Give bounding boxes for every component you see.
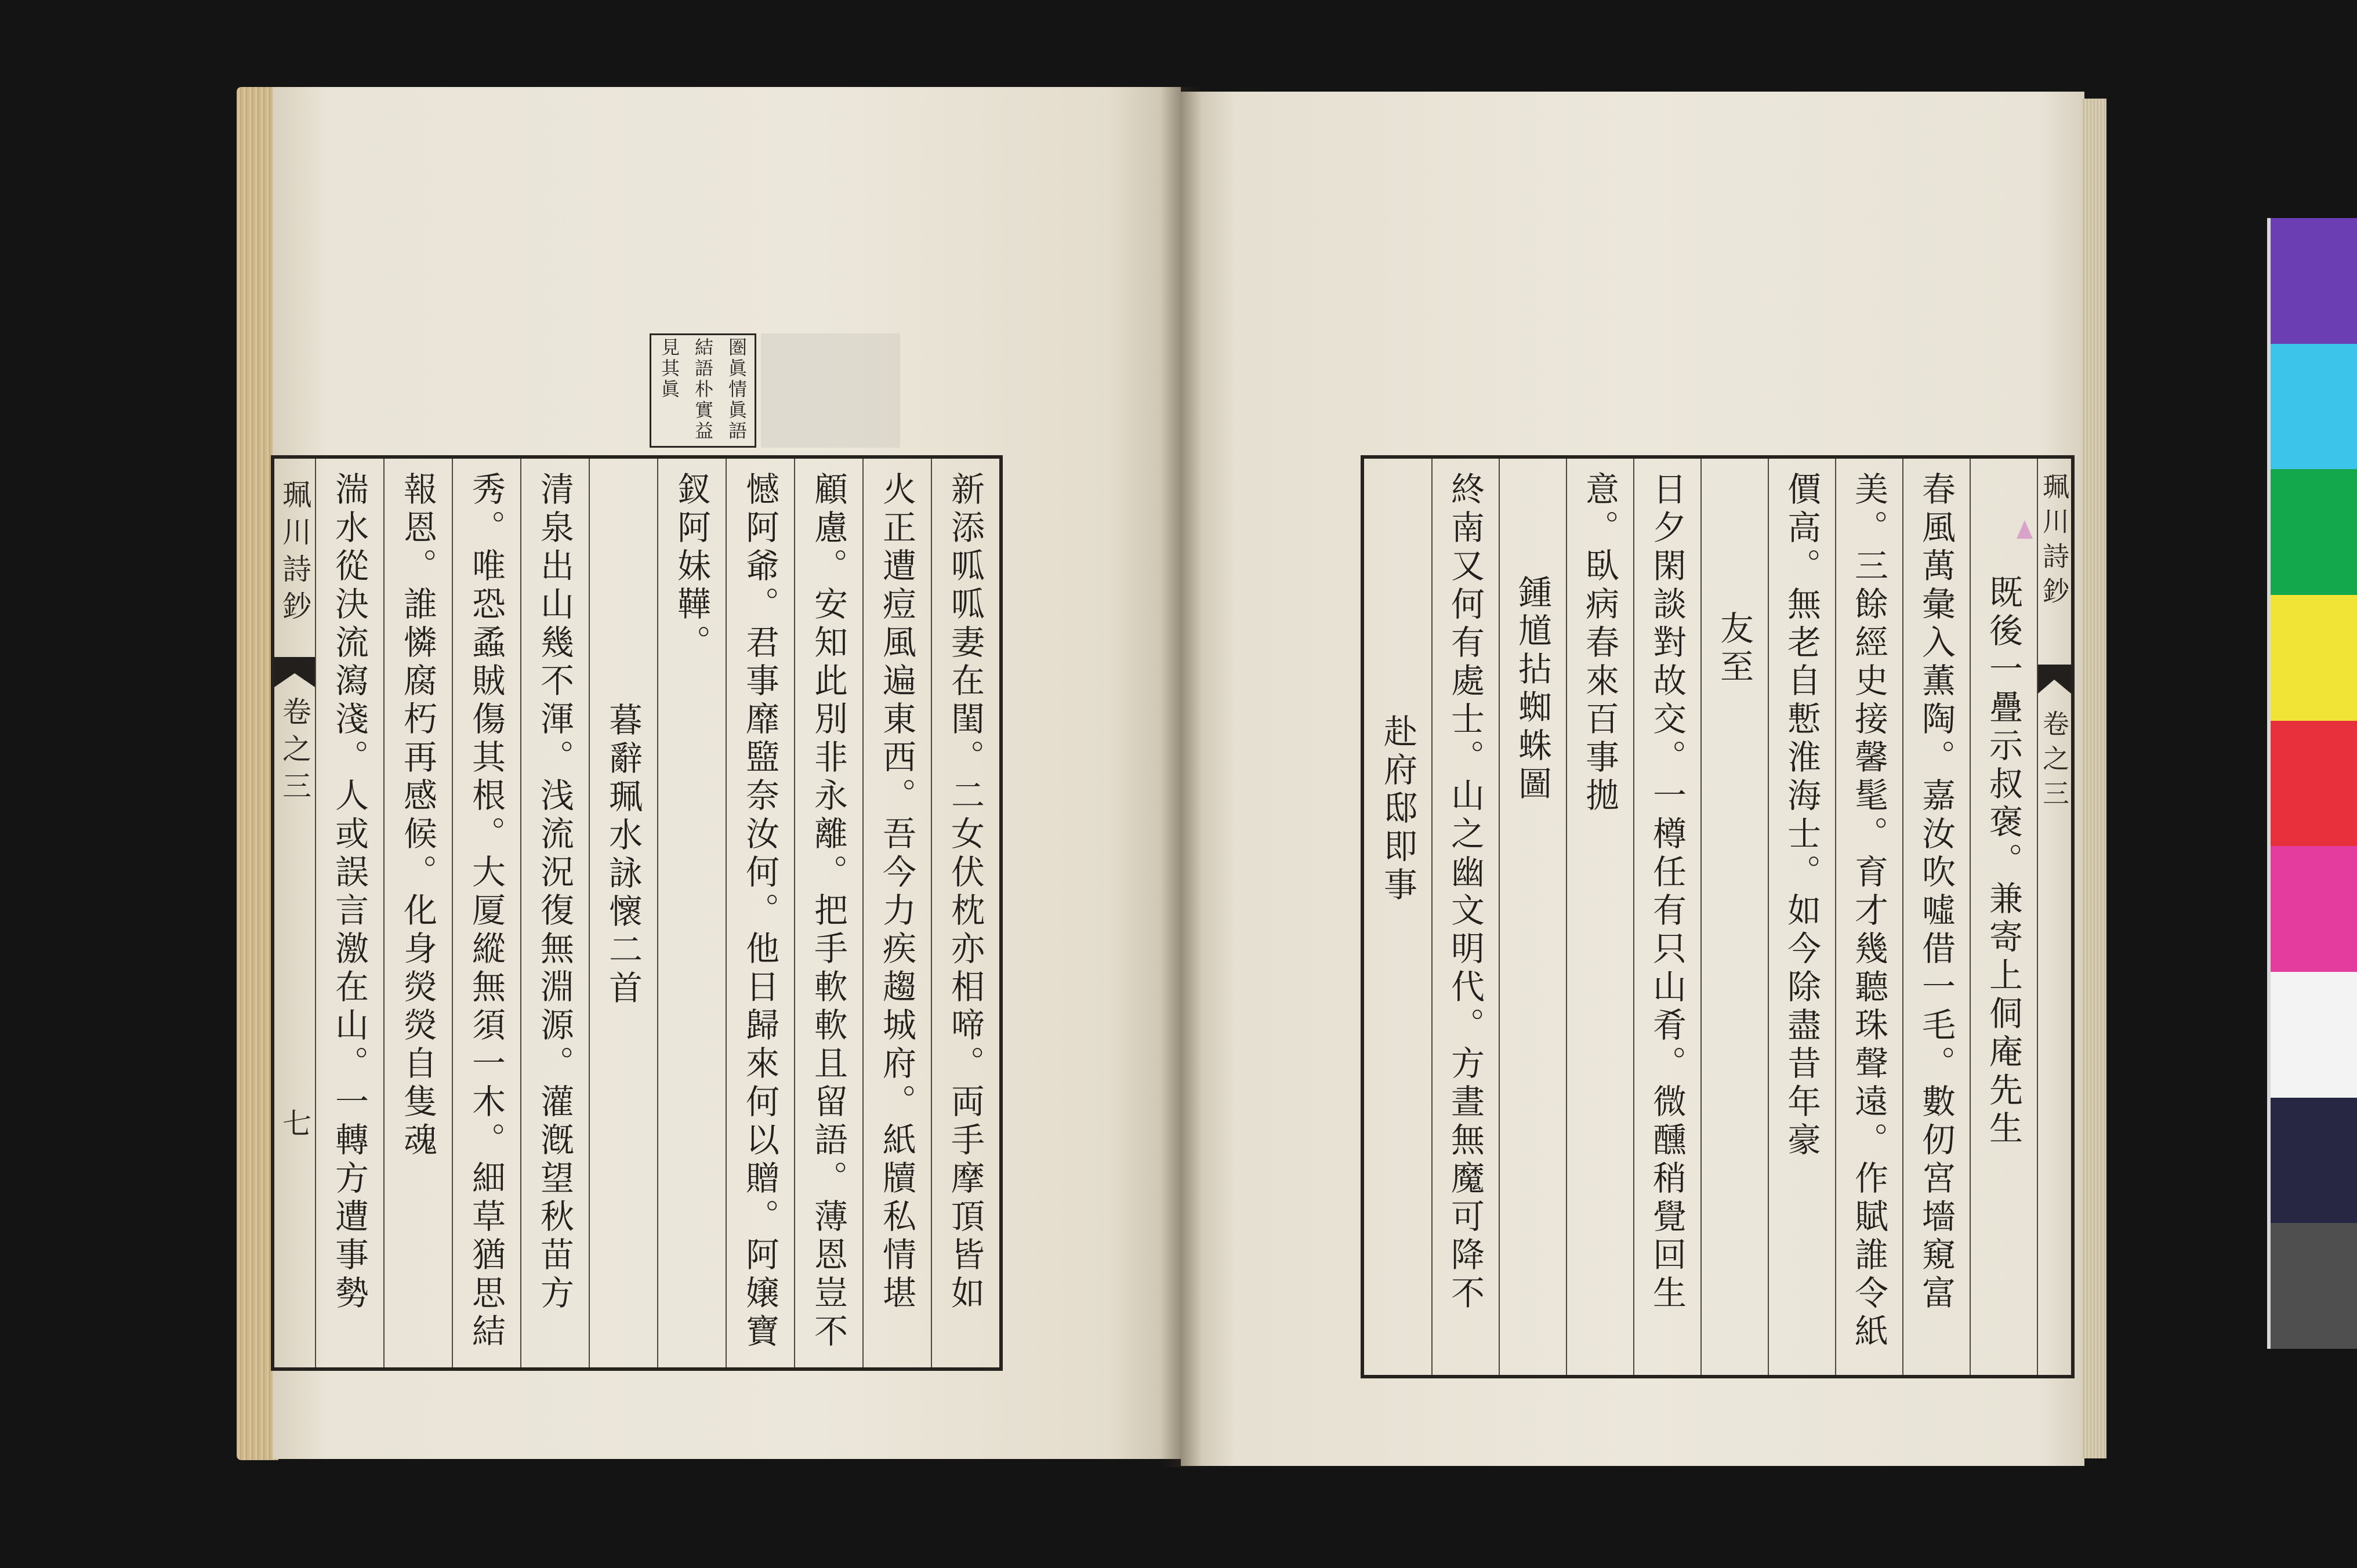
left-text-frame (271, 455, 1003, 1371)
book-title: 珮川詩鈔 (278, 480, 311, 628)
color-calibration-strip (2267, 218, 2357, 1349)
volume-label: 卷之三 (278, 696, 311, 808)
headnote-line: 圏眞情眞語 (726, 337, 748, 442)
volume-label: 卷之三 (2039, 710, 2070, 814)
right-page-edges (2082, 99, 2106, 1458)
calibration-swatch-cyan (2271, 344, 2357, 470)
text-column: 意。臥病春來百事拋 (1566, 459, 1633, 1375)
text-column: 終南又何有處士。山之幽文明代。方晝無魔可降不 (1431, 459, 1499, 1375)
text-column: 湍水從決流瀉淺。人或誤言激在山。一轉方遭事勢 (315, 459, 383, 1367)
book-spine-shadow (1160, 87, 1202, 1467)
calibration-swatch-green (2271, 469, 2357, 595)
poem-title-column: 友至 (1700, 459, 1768, 1375)
calibration-swatch-gray (2271, 1223, 2357, 1349)
calibration-swatch-navy (2271, 1098, 2357, 1224)
text-column: 顧慮。安知此別非永離。把手軟軟且留語。薄恩豈不 (794, 459, 862, 1367)
book-title: 珮川詩鈔 (2039, 473, 2070, 612)
headnote-line: 見其眞 (658, 337, 680, 400)
headnote-box (650, 333, 756, 448)
text-column: 火正遭痘風遍東西。吾今力疾趨城府。紙牘私情堪 (862, 459, 931, 1367)
calibration-swatch-yellow (2271, 595, 2357, 721)
calibration-swatch-white (2271, 972, 2357, 1098)
text-column: 價高。無老自慙淮海士。如今除盡昔年豪 (1768, 459, 1835, 1375)
calibration-swatch-magenta (2271, 846, 2357, 972)
headnote-line: 結語朴實益 (692, 337, 714, 442)
fishtail-mark-icon (2038, 665, 2071, 694)
text-column: 清泉出山幾不渾。浅流況復無淵源。灌漑望秋苗方 (520, 459, 589, 1367)
text-column: 美。三餘經史接馨髦。育才幾聽珠聲遠。作賦誰令紙 (1835, 459, 1902, 1375)
poem-title-column: 鍾馗拈蜘蛛圖 (1499, 459, 1566, 1375)
fishtail-mark-icon (274, 657, 315, 687)
calibration-swatch-red (2271, 721, 2357, 847)
text-column: 日夕閑談對故交。一樽任有只山肴。微醺稍覺回生 (1633, 459, 1700, 1375)
text-column: 釵阿妹鞾。 (657, 459, 726, 1367)
text-column: 憾阿爺。君事靡盬奈汝何。他日歸來何以贈。阿嬢寶 (726, 459, 794, 1367)
text-column: 春風萬彙入薫陶。嘉汝吹噓借一毛。數仞宮墻窺富 (1902, 459, 1970, 1375)
text-column: 報恩。誰憐腐朽再感候。化身熒熒自隻魂 (383, 459, 452, 1367)
show-through-shadow (761, 333, 900, 448)
text-column: 秀。唯恐蟊賊傷其根。大厦縱無須一木。細草猶思結 (452, 459, 520, 1367)
right-text-frame (1361, 455, 2075, 1378)
right-page-gutter-column (2037, 459, 2071, 1375)
text-column: 新添呱呱妻在閨。二女伏枕亦相啼。両手摩頂皆如 (931, 459, 999, 1367)
calibration-swatch-purple (2271, 218, 2357, 344)
poem-title-column: 赴府邸即事 (1378, 714, 1417, 905)
left-page-gutter-column (274, 459, 315, 1367)
poem-title-column: 既後一疊示叔褒。兼寄上侗庵先生 (1970, 459, 2037, 1375)
poem-title-column: 暮辭珮水詠懷二首 (589, 459, 657, 1367)
proof-triangle-icon (2015, 519, 2034, 540)
page-number: 七 (278, 1108, 311, 1145)
